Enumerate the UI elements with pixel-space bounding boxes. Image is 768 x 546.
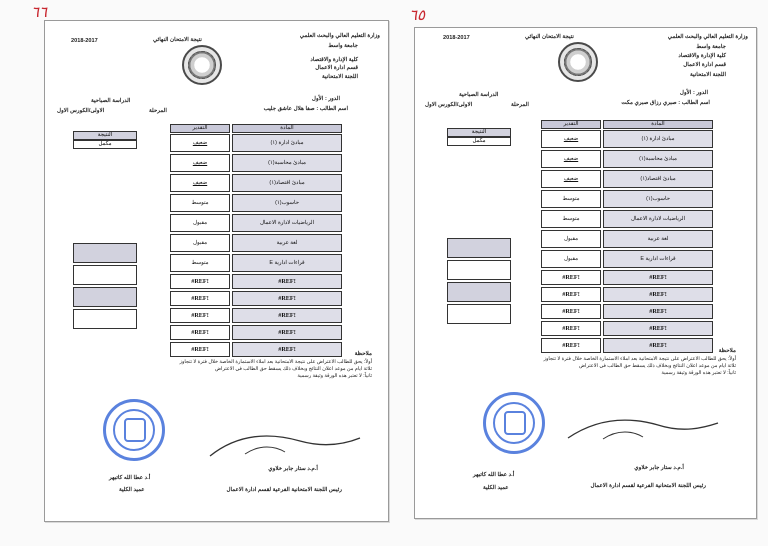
note-line: أولاً: يحق للطالب الاعتراض على نتيجة الامتحانية بعد املاء الاستمارة الخاصة خلال فترة لا تتجاوز	[179, 359, 372, 365]
grade-cell: #REF!	[541, 304, 601, 319]
signature	[563, 413, 723, 453]
signature	[205, 426, 365, 466]
college-name: كلية الإدارة والاقتصاد	[310, 57, 358, 63]
result-label: النتيجة	[447, 128, 511, 137]
subject-cell: مبادئ اقتصاد(١)	[603, 170, 713, 188]
subject-column-header: المادة	[603, 120, 713, 129]
side-block	[447, 238, 511, 258]
subject-cell: #REF!	[603, 270, 713, 285]
grades-table	[541, 120, 713, 360]
right-result-sheet	[409, 8, 757, 519]
subject-cell: #REF!	[603, 338, 713, 353]
dean-title: عميد الكلية	[119, 487, 145, 493]
grade-cell: متوسط	[170, 254, 230, 272]
subject-cell: #REF!	[232, 325, 342, 340]
subject-cell: لغة عربية	[603, 230, 713, 248]
grade-cell: مقبول	[170, 234, 230, 252]
subject-cell: قراءات ادارية E	[603, 250, 713, 268]
grade-cell: #REF!	[170, 342, 230, 357]
committee-name: اللجنة الامتحانية	[322, 74, 358, 80]
grade-cell: #REF!	[170, 325, 230, 340]
subject-cell: لغة عربية	[232, 234, 342, 252]
grade-cell: #REF!	[170, 291, 230, 306]
subject-cell: حاسوب(١)	[603, 190, 713, 208]
side-block	[73, 265, 137, 285]
stage-value: الاولى/الكورس الاول	[57, 108, 105, 114]
chair-name: أ.م.د ستار جابر خلاوي	[634, 465, 684, 471]
stage-value: الاولى/الكورس الاول	[425, 102, 473, 108]
page-number: ٦٦	[31, 5, 48, 21]
committee-name: اللجنة الامتحانية	[690, 72, 726, 78]
grade-cell: #REF!	[541, 338, 601, 353]
note-line: ثانياً: لا تعتبر هذه الورقة وثيقة رسمية	[661, 370, 736, 376]
grade-cell: ضعيف	[541, 170, 601, 188]
note-line: ثلاثة ايام من موعد اعلان النتائج وبخلاف ذلك يسقط حق الطالب في الاعتراض	[579, 363, 736, 369]
subject-cell: حاسوب(١)	[232, 194, 342, 212]
grades-table	[170, 124, 342, 364]
side-block	[447, 260, 511, 280]
stage-label: المرحلة	[149, 108, 167, 114]
grade-cell: متوسط	[541, 210, 601, 228]
grade-cell: ضعيف	[170, 154, 230, 172]
student-name: اسم الطالب : صفا هلال عاشق جليب	[263, 106, 348, 112]
result-value: مكمل	[447, 137, 511, 146]
grade-cell: مقبول	[541, 250, 601, 268]
subject-cell: مبادئ محاسبة(١)	[603, 150, 713, 168]
subject-cell: #REF!	[232, 274, 342, 289]
subject-cell: #REF!	[603, 287, 713, 302]
stage-label: المرحلة	[511, 102, 529, 108]
subject-cell: مبادئ ادارة (١)	[232, 134, 342, 152]
grade-cell: ضعيف	[170, 134, 230, 152]
subject-cell: الرياضيات لادارة الاعمال	[603, 210, 713, 228]
note-line: ثلاثة ايام من موعد اعلان النتائج وبخلاف ذلك يسقط حق الطالب في الاعتراض	[215, 366, 372, 372]
grade-cell: #REF!	[541, 321, 601, 336]
subject-cell: #REF!	[232, 291, 342, 306]
result-value: مكمل	[73, 140, 137, 149]
grade-cell: #REF!	[541, 287, 601, 302]
grade-cell: متوسط	[541, 190, 601, 208]
exam-round: الدور : الأول	[311, 96, 340, 102]
grade-cell: ضعيف	[170, 174, 230, 192]
exam-title: نتيجة الامتحان النهائي	[153, 37, 202, 43]
study-type: الدراسة الصباحية	[91, 98, 131, 104]
college-name: كلية الإدارة والاقتصاد	[678, 53, 726, 59]
grade-column-header: التقدير	[541, 120, 601, 129]
department-name: قسم ادارة الاعمال	[315, 65, 358, 71]
university-name: جامعة واسط	[328, 43, 358, 49]
subject-column-header: المادة	[232, 124, 342, 133]
dean-name: أ.د عطا الله كاتبهر	[109, 475, 151, 481]
notes-block	[72, 359, 372, 380]
notes-block	[436, 356, 736, 377]
exam-title: نتيجة الامتحان النهائي	[525, 34, 574, 40]
dean-title: عميد الكلية	[483, 485, 509, 491]
subject-cell: #REF!	[603, 304, 713, 319]
college-stamp	[483, 392, 545, 454]
left-result-sheet	[31, 5, 389, 522]
dean-name: أ.د عطا الله كاتبهر	[473, 472, 515, 478]
notes-title: ملاحظة	[718, 348, 736, 354]
department-name: قسم ادارة الاعمال	[683, 62, 726, 68]
university-logo	[182, 45, 222, 85]
study-type: الدراسة الصباحية	[459, 92, 499, 98]
note-line: ثانياً: لا تعتبر هذه الورقة وثيقة رسمية	[297, 373, 372, 379]
college-stamp	[103, 399, 165, 461]
side-block	[73, 309, 137, 329]
grade-cell: متوسط	[170, 194, 230, 212]
university-name: جامعة واسط	[696, 44, 726, 50]
page-number: ٦٥	[409, 8, 426, 24]
grade-cell: #REF!	[170, 308, 230, 323]
exam-year: 2018-2017	[443, 35, 470, 41]
chair-title: رئيس اللجنة الامتحانية الفرعية لقسم ادارة الاعمال	[590, 483, 706, 489]
grade-column-header: التقدير	[170, 124, 230, 133]
subject-cell: الرياضيات لادارة الاعمال	[232, 214, 342, 232]
side-block	[73, 243, 137, 263]
grade-cell: مقبول	[170, 214, 230, 232]
student-name: اسم الطالب : صبري رزاق صبري مكت	[621, 100, 710, 106]
ministry-name: وزارة التعليم العالي والبحث العلمي	[299, 33, 380, 39]
result-label: النتيجة	[73, 131, 137, 140]
university-logo	[558, 42, 598, 82]
notes-title: ملاحظة	[354, 351, 372, 357]
grade-cell: مقبول	[541, 230, 601, 248]
subject-cell: #REF!	[232, 308, 342, 323]
subject-cell: #REF!	[232, 342, 342, 357]
chair-title: رئيس اللجنة الامتحانية الفرعية لقسم ادارة الاعمال	[226, 487, 342, 493]
grade-cell: #REF!	[541, 270, 601, 285]
note-line: أولاً: يحق للطالب الاعتراض على نتيجة الامتحانية بعد املاء الاستمارة الخاصة خلال فترة لا تتجاوز	[543, 356, 736, 362]
exam-year: 2018-2017	[71, 38, 98, 44]
side-block	[73, 287, 137, 307]
side-block	[447, 304, 511, 324]
ministry-name: وزارة التعليم العالي والبحث العلمي	[667, 34, 748, 40]
subject-cell: مبادئ ادارة (١)	[603, 130, 713, 148]
subject-cell: مبادئ اقتصاد(١)	[232, 174, 342, 192]
subject-cell: مبادئ محاسبة(١)	[232, 154, 342, 172]
subject-cell: قراءات ادارية E	[232, 254, 342, 272]
subject-cell: #REF!	[603, 321, 713, 336]
exam-round: الدور : الأول	[679, 90, 708, 96]
grade-cell: ضعيف	[541, 130, 601, 148]
chair-name: أ.م.د ستار جابر خلاوي	[268, 466, 318, 472]
grade-cell: #REF!	[170, 274, 230, 289]
side-block	[447, 282, 511, 302]
grade-cell: ضعيف	[541, 150, 601, 168]
